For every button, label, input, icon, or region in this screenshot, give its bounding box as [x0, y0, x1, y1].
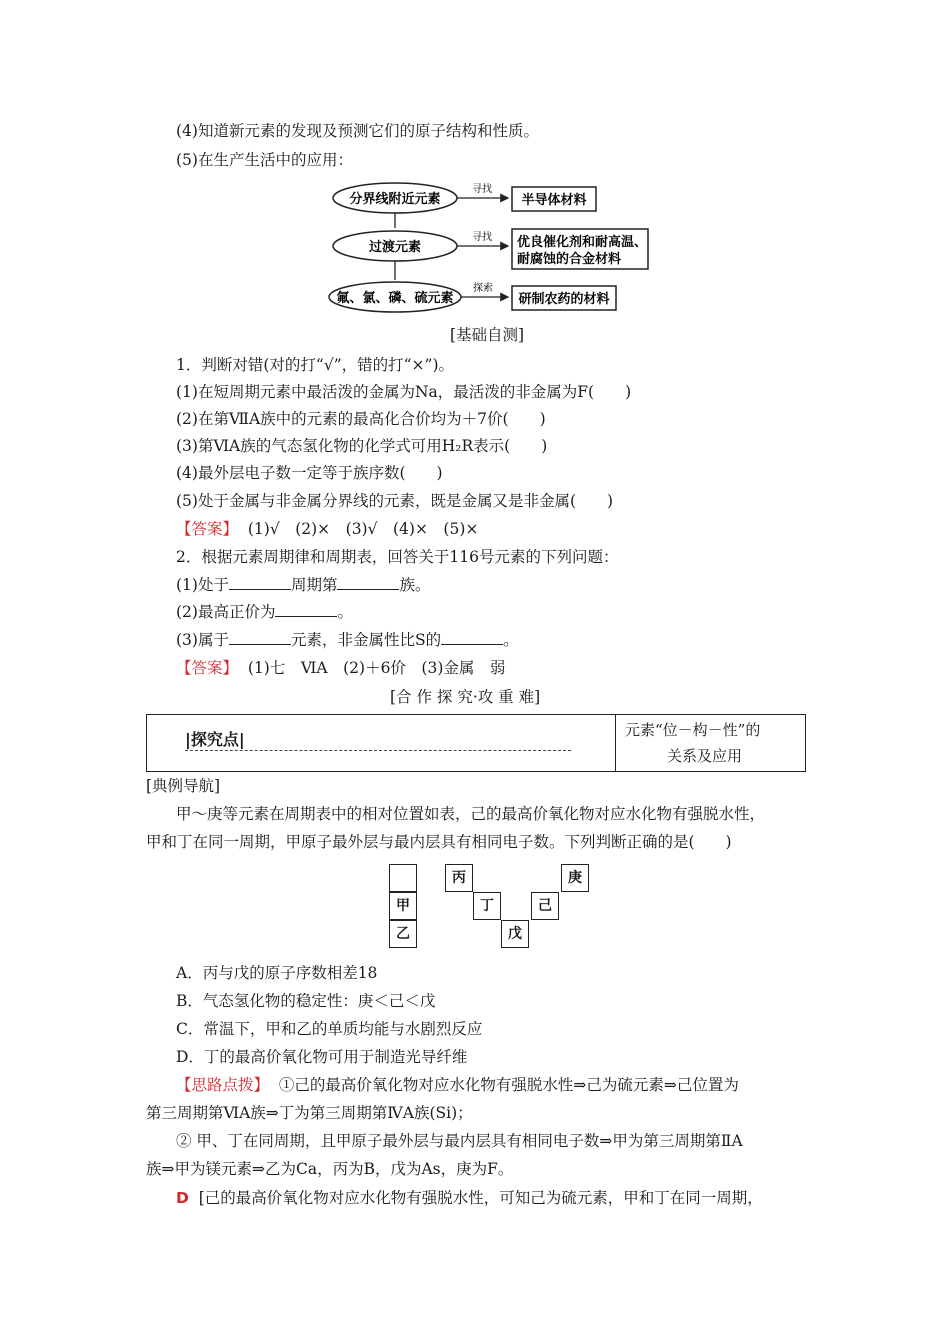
application-flow-diagram — [325, 178, 655, 318]
q2-3-text-a: (3)属于 — [176, 631, 229, 649]
example-stem-2: 甲和丁在同一周期，甲原子最外层与最内层具有相同电子数。下列判断正确的是( ) — [146, 833, 732, 851]
option-b: B．气态氢化物的稳定性：庚＜己＜戊 — [176, 992, 436, 1010]
intro-item5: (5)在生产生活中的应用： — [176, 151, 353, 169]
option-d: D．丁的最高价氧化物可用于制造光导纤维 — [176, 1048, 468, 1066]
cell-ding: 丁 — [473, 892, 501, 920]
q2-2-blank — [275, 602, 337, 617]
q1-item-5: (5)处于金属与非金属分界线的元素，既是金属又是非金属( ) — [176, 492, 614, 510]
q2-part-2 — [176, 602, 353, 622]
q2-2-text-a: (2)最高正价为 — [176, 603, 276, 621]
q2-part-3 — [176, 630, 519, 650]
example-stem-1: 甲～庚等元素在周期表中的相对位置如表，己的最高价氧化物对应水化物有强脱水性， — [176, 805, 766, 823]
flow-target-3-label: 研制农药的材料 — [518, 292, 610, 307]
hint-1a: ①己的最高价氧化物对应水化物有强脱水性⇒己为硫元素⇒己位置为 — [278, 1076, 739, 1094]
explore-title-2: 关系及应用 — [667, 747, 743, 765]
q1-item-2: (2)在第ⅦA族中的元素的最高化合价均为＋7价( ) — [176, 410, 546, 428]
q2-stem: 2．根据元素周期律和周期表，回答关于116号元素的下列问题： — [176, 548, 619, 566]
cell-wu: 戊 — [501, 920, 529, 948]
intro-item4: (4)知道新元素的发现及预测它们的原子结构和性质。 — [176, 122, 539, 140]
cell-ji: 己 — [531, 892, 559, 920]
q1-stem: 1．判断对错(对的打“√”，错的打“×”)。 — [176, 356, 455, 374]
flow-source-3-label: 氟、氯、磷、硫元素 — [336, 291, 454, 306]
cell-bing: 丙 — [445, 864, 473, 892]
explore-label: |探究点| — [185, 730, 245, 749]
answer-label: 【答案】 — [176, 520, 239, 538]
hint-2b: 族⇒甲为镁元素⇒乙为Ca，丙为B，戊为As，庚为F。 — [146, 1160, 514, 1178]
explore-divider — [615, 715, 616, 771]
q2-3-text-b: 元素，非金属性比S的 — [290, 631, 442, 649]
cell-yi: 乙 — [389, 920, 417, 948]
flow-action-2: 寻找 — [472, 232, 492, 243]
explore-heading: [合 作 探 究·攻 重 难] — [390, 688, 541, 706]
solution-letter: D — [176, 1189, 189, 1207]
q2-1-blank-1 — [229, 575, 291, 590]
q1-item-3: (3)第ⅥA族的气态氢化物的化学式可用H₂R表示( ) — [176, 437, 548, 455]
option-a: A．丙与戊的原子序数相差18 — [176, 964, 378, 982]
flow-source-1-label: 分界线附近元素 — [349, 192, 441, 207]
cell-geng: 庚 — [561, 864, 589, 892]
q2-1-text-c: 族。 — [399, 576, 431, 594]
cell-jia: 甲 — [389, 892, 417, 920]
q1-answer: (1)√ (2)× (3)√ (4)× (5)× — [247, 520, 479, 538]
flow-action-1: 寻找 — [472, 184, 492, 195]
hint-2a: ② 甲、丁在同周期，且甲原子最外层与最内层具有相同电子数⇒甲为第三周期第ⅡA — [176, 1132, 743, 1150]
example-heading: [典例导航] — [146, 777, 221, 795]
solution-line — [176, 1188, 763, 1208]
q2-answer: (1)七 ⅥA (2)＋6价 (3)金属 弱 — [247, 659, 506, 677]
self-test-heading: [基础自测] — [450, 326, 525, 344]
flow-target-2-label: 优良催化剂和耐高温、 — [517, 235, 648, 250]
flow-action-3: 探索 — [473, 283, 493, 294]
option-c: C．常温下，甲和乙的单质均能与水剧烈反应 — [176, 1020, 483, 1038]
answer-label-2: 【答案】 — [176, 659, 239, 677]
q2-part-1 — [176, 575, 431, 595]
q2-answer-line — [176, 658, 505, 678]
q1-answer-line — [176, 519, 478, 539]
q2-3-text-c: 。 — [503, 631, 519, 649]
hint-1b: 第三周期第ⅥA族⇒丁为第三周期第ⅣA族(Si)； — [146, 1104, 473, 1122]
explore-dash-line — [185, 750, 571, 751]
solution-text: [己的最高价氧化物对应水化物有强脱水性，可知己为硫元素，甲和丁在同一周期， — [198, 1189, 763, 1207]
q2-3-blank-2 — [441, 630, 503, 645]
q2-2-text-b: 。 — [337, 603, 353, 621]
explore-title-1: 元素“位－构－性”的 — [625, 721, 761, 739]
q1-item-1: (1)在短周期元素中最活泼的金属为Na，最活泼的非金属为F( ) — [176, 383, 632, 401]
flow-source-2-label: 过渡元素 — [368, 240, 422, 255]
q2-1-blank-2 — [337, 575, 399, 590]
explore-box — [146, 714, 806, 772]
q2-1-text-b: 周期第 — [290, 576, 338, 594]
hint-line-1 — [176, 1075, 739, 1095]
hint-label: 【思路点拨】 — [176, 1076, 270, 1094]
flow-target-1-label: 半导体材料 — [521, 193, 587, 208]
q2-3-blank-1 — [229, 630, 291, 645]
cell-empty-top — [389, 864, 417, 892]
flow-target-2-label2: 耐腐蚀的合金材料 — [517, 252, 622, 267]
q1-item-4: (4)最外层电子数一定等于族序数( ) — [176, 464, 443, 482]
q2-1-text-a: (1)处于 — [176, 576, 229, 594]
